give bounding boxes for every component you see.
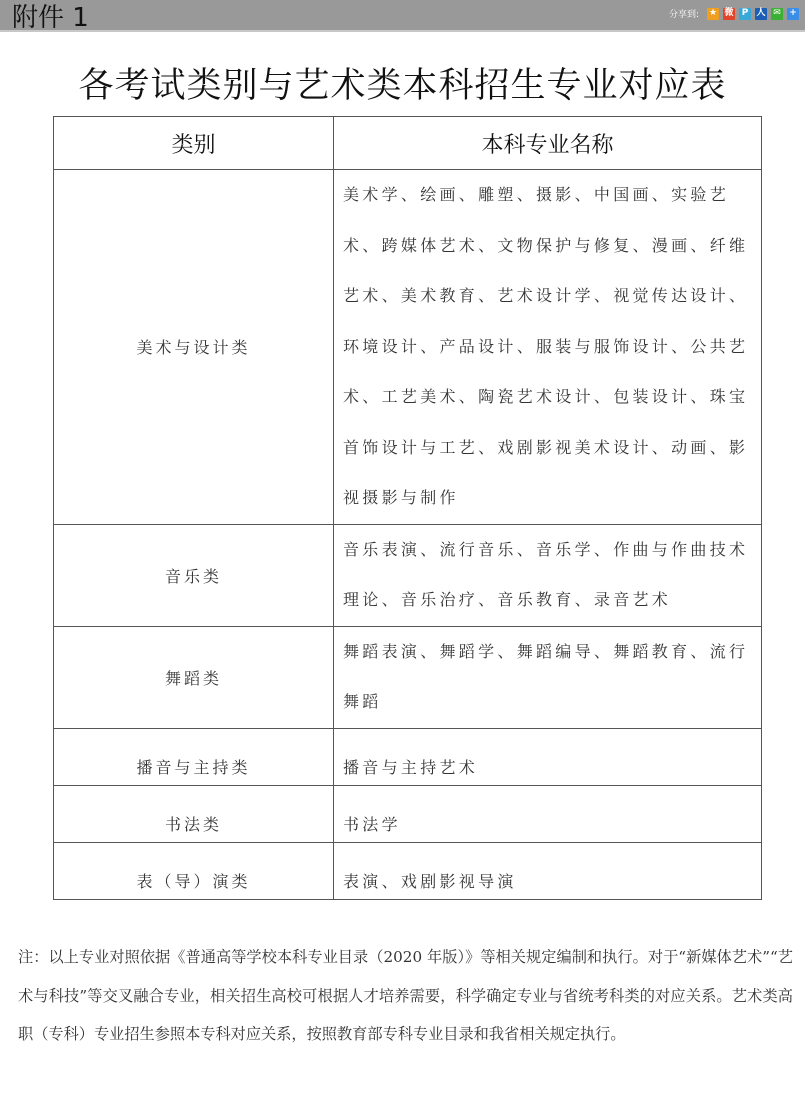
- category-cell: 音乐类: [54, 524, 334, 626]
- majors-cell: 舞蹈表演、舞蹈学、舞蹈编导、舞蹈教育、流行舞蹈: [334, 626, 762, 728]
- more-share-icon[interactable]: +: [787, 8, 799, 20]
- table-row: [54, 728, 762, 785]
- table-row: [54, 785, 762, 842]
- footnote: 注：以上专业对照依据《普通高等学校本科专业目录（2020 年版）》等相关规定编制和执行。对于“新媒体艺术”“艺术与科技”等交叉融合专业，相关招生高校可根据人才培养需要，科学确定专业与省统考科类的对应关系。艺术类高职（专科）专业招生参照本专科对应关系，按照教育部专科专业目录和我省相关规定执行。: [18, 948, 793, 1043]
- table-row: [54, 842, 762, 899]
- wechat-icon[interactable]: ✉: [771, 8, 783, 20]
- majors-cell: 播音与主持艺术: [334, 728, 762, 785]
- table-row: [54, 170, 762, 525]
- table-row: [54, 524, 762, 626]
- major-mapping-table: [53, 116, 762, 900]
- top-bar: [0, 0, 805, 32]
- renren-icon[interactable]: 人: [756, 8, 766, 18]
- header-majors: 本科专业名称: [334, 117, 762, 170]
- category-cell: 舞蹈类: [54, 626, 334, 728]
- qzone-icon[interactable]: ★: [708, 8, 718, 18]
- header-category: 类别: [54, 117, 334, 170]
- category-cell: 播音与主持类: [54, 728, 334, 785]
- category-cell: 美术与设计类: [54, 170, 334, 525]
- majors-cell: 音乐表演、流行音乐、音乐学、作曲与作曲技术理论、音乐治疗、音乐教育、录音艺术: [334, 524, 762, 626]
- attachment-label: 附件 1: [12, 3, 89, 33]
- share-label: 分享到:: [668, 10, 699, 20]
- weibo-icon[interactable]: 微: [724, 8, 734, 18]
- share-bar: [669, 7, 799, 20]
- category-cell: 书法类: [54, 785, 334, 842]
- table-row: [54, 626, 762, 728]
- tencent-weibo-icon[interactable]: P: [739, 8, 751, 20]
- document-title: 各考试类别与艺术类本科招生专业对应表: [78, 66, 727, 106]
- table-header-row: [54, 117, 762, 170]
- majors-cell: 书法学: [334, 785, 762, 842]
- majors-cell: 表演、戏剧影视导演: [334, 842, 762, 899]
- category-cell: 表（导）演类: [54, 842, 334, 899]
- majors-cell: 美术学、绘画、雕塑、摄影、中国画、实验艺术、跨媒体艺术、文物保护与修复、漫画、纤维艺术、美术教育、艺术设计学、视觉传达设计、环境设计、产品设计、服装与服饰设计、公共艺术、工艺美术、陶瓷艺术设计、包装设计、珠宝首饰设计与工艺、戏剧影视美术设计、动画、影视摄影与制作: [334, 170, 762, 525]
